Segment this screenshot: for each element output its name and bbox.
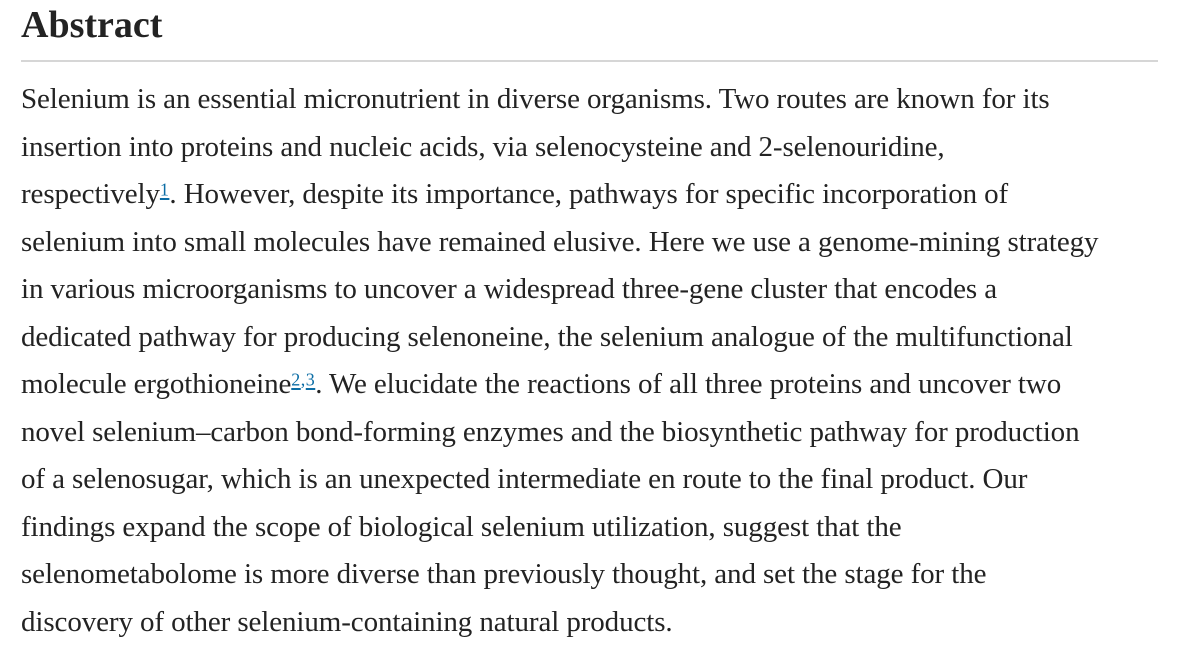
abstract-text-line <box>21 314 1158 362</box>
abstract-text-line <box>21 266 1158 314</box>
abstract-text-line <box>21 551 1158 599</box>
section-divider <box>21 60 1158 62</box>
abstract-text: Selenium is an essential micronutrient in diverse organisms. Two routes are known for its <box>21 83 1050 115</box>
abstract-text: selenometabolome is more diverse than previously thought, and set the stage for the <box>21 558 987 590</box>
abstract-text-line <box>21 76 1158 124</box>
abstract-text: molecule ergothioneine <box>21 368 292 400</box>
abstract-text: . We elucidate the reactions of all three proteins and uncover two <box>315 368 1062 400</box>
abstract-text-line <box>21 409 1158 457</box>
abstract-text-line <box>21 456 1158 504</box>
abstract-text: findings expand the scope of biological selenium utilization, suggest that the <box>21 510 902 543</box>
abstract-text: insertion into proteins and nucleic acids, via selenocysteine and 2-selenouridine, <box>21 130 945 163</box>
citation-link-1[interactable]: 1 <box>159 179 170 200</box>
abstract-text-line <box>21 124 1158 172</box>
citation-link-2[interactable]: 2 <box>291 369 301 390</box>
abstract-text-line <box>21 219 1158 267</box>
abstract-text: in various microorganisms to uncover a widespread three-gene cluster that encodes a <box>21 273 998 305</box>
abstract-text-line <box>21 171 1158 219</box>
abstract-text-line <box>21 504 1158 552</box>
abstract-text: dedicated pathway for producing selenoneine, the selenium analogue of the multifunctional <box>21 320 1073 353</box>
abstract-text: novel selenium–carbon bond-forming enzymes and the biosynthetic pathway for production <box>21 415 1080 448</box>
abstract-text: . However, despite its importance, pathways for specific incorporation of <box>169 178 1009 210</box>
abstract-text: selenium into small molecules have remained elusive. Here we use a genome-mining strategy <box>21 225 1099 258</box>
citation-link-3[interactable]: 3 <box>305 369 316 390</box>
abstract-text-line <box>21 361 1158 409</box>
abstract-text: respectively <box>21 178 160 210</box>
abstract-section <box>21 2 1158 646</box>
abstract-text: discovery of other selenium-containing natural products. <box>21 605 673 638</box>
abstract-paragraph <box>21 76 1158 646</box>
abstract-heading: Abstract <box>21 4 163 46</box>
abstract-text-line <box>21 599 1158 647</box>
citation-separator: , <box>300 369 306 390</box>
abstract-text: of a selenosugar, which is an unexpected intermediate en route to the final product. Our <box>21 463 1028 495</box>
